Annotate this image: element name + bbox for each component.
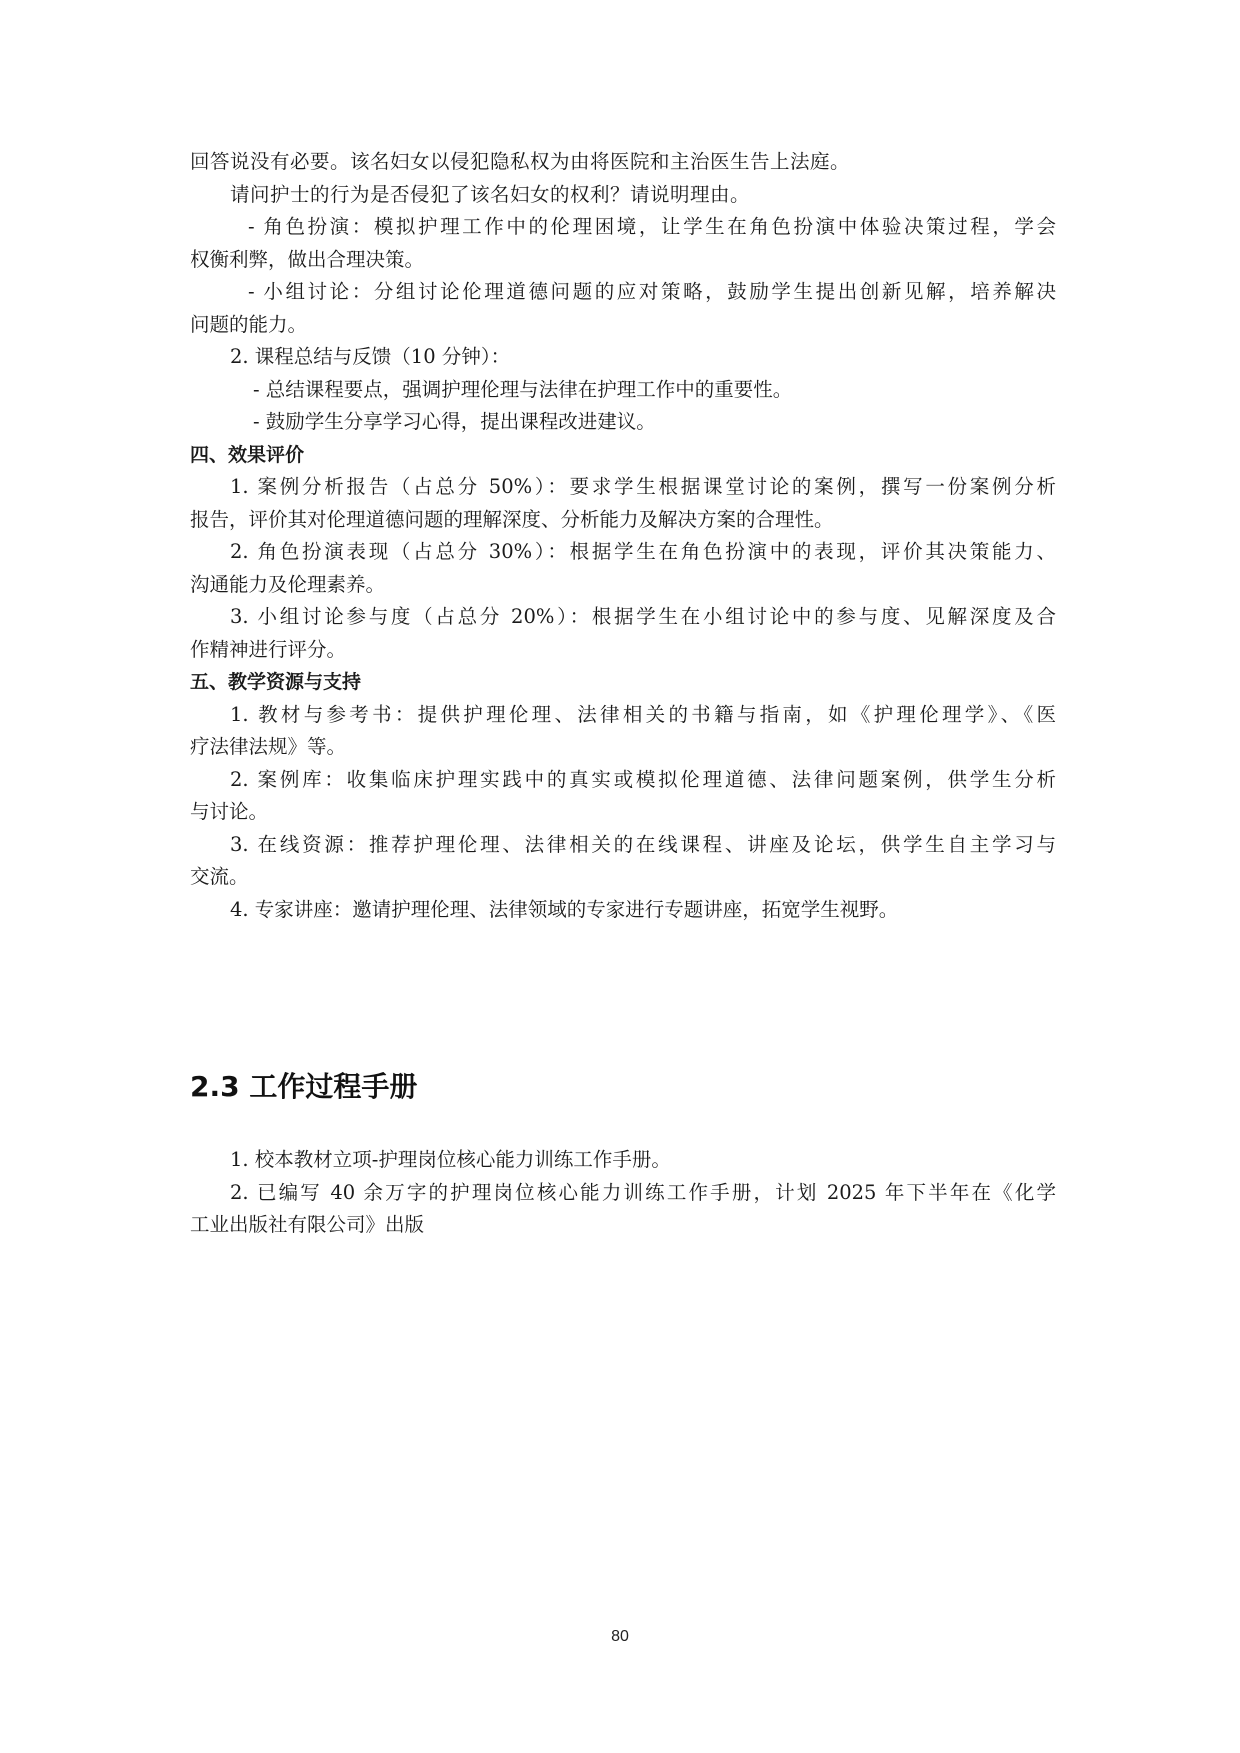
handbook-item-1: 1. 校本教材立项-护理岗位核心能力训练工作手册。 bbox=[230, 1148, 671, 1171]
handbook-item-2-line-2: 工业出版社有限公司》出版 bbox=[190, 1213, 425, 1236]
section-2-3-content bbox=[190, 1144, 1056, 1242]
group-discussion-line-2: 问题的能力。 bbox=[190, 312, 308, 336]
evaluation-item-2-line-1: 2. 角色扮演表现（占总分 30%）：根据学生在角色扮演中的表现，评价其决策能力、 bbox=[230, 540, 1056, 563]
evaluation-item-3-line-1: 3. 小组讨论参与度（占总分 20%）：根据学生在小组讨论中的参与度、见解深度及合 bbox=[230, 605, 1056, 628]
main-content bbox=[190, 146, 1056, 926]
summary-item-2: - 鼓励学生分享学习心得，提出课程改进建议。 bbox=[253, 410, 656, 433]
resources-heading: 五、教学资源与支持 bbox=[190, 671, 362, 693]
handbook-item-2-line-1: 2. 已编写 40 余万字的护理岗位核心能力训练工作手册，计划 2025 年下半年在《化学 bbox=[230, 1180, 1056, 1204]
resources-item-2-line-2: 与讨论。 bbox=[190, 800, 269, 823]
resources-item-1-line-1: 1. 教材与参考书：提供护理伦理、法律相关的书籍与指南，如《护理伦理学》、《医 bbox=[230, 702, 1056, 726]
case-question: 请问护士的行为是否侵犯了该名妇女的权利？请说明理由。 bbox=[230, 182, 751, 206]
role-play-line-2: 权衡利弊，做出合理决策。 bbox=[190, 247, 425, 271]
summary-heading: 2. 课程总结与反馈（10 分钟）： bbox=[230, 345, 511, 368]
resources-item-4: 4. 专家讲座：邀请护理伦理、法律领域的专家进行专题讲座，拓宽学生视野。 bbox=[230, 897, 899, 921]
resources-item-1-line-2: 疗法律法规》等。 bbox=[190, 735, 347, 758]
evaluation-heading: 四、效果评价 bbox=[190, 443, 305, 466]
evaluation-item-2-line-2: 沟通能力及伦理素养。 bbox=[190, 572, 386, 596]
page-number: 80 bbox=[611, 1628, 629, 1645]
evaluation-item-3-line-2: 作精神进行评分。 bbox=[190, 637, 347, 661]
case-text-line: 回答说没有必要。该名妇女以侵犯隐私权为由将医院和主治医生告上法庭。 bbox=[190, 150, 851, 173]
evaluation-item-1-line-2: 报告，评价其对伦理道德问题的理解深度、分析能力及解决方案的合理性。 bbox=[190, 507, 834, 531]
resources-item-2-line-1: 2. 案例库：收集临床护理实践中的真实或模拟伦理道德、法律问题案例，供学生分析 bbox=[230, 767, 1056, 791]
evaluation-item-1-line-1: 1. 案例分析报告（占总分 50%）：要求学生根据课堂讨论的案例，撰写一份案例分析 bbox=[230, 475, 1056, 498]
resources-item-3-line-2: 交流。 bbox=[190, 865, 249, 888]
resources-item-3-line-1: 3. 在线资源：推荐护理伦理、法律相关的在线课程、讲座及论坛，供学生自主学习与 bbox=[230, 832, 1056, 856]
summary-item-1: - 总结课程要点，强调护理伦理与法律在护理工作中的重要性。 bbox=[253, 377, 793, 401]
group-discussion-line-1: - 小组讨论：分组讨论伦理道德问题的应对策略，鼓励学生提出创新见解，培养解决 bbox=[248, 280, 1056, 303]
role-play-line-1: - 角色扮演：模拟护理工作中的伦理困境，让学生在角色扮演中体验决策过程，学会 bbox=[248, 215, 1056, 238]
section-title: 2.3 工作过程手册 bbox=[190, 1070, 418, 1103]
